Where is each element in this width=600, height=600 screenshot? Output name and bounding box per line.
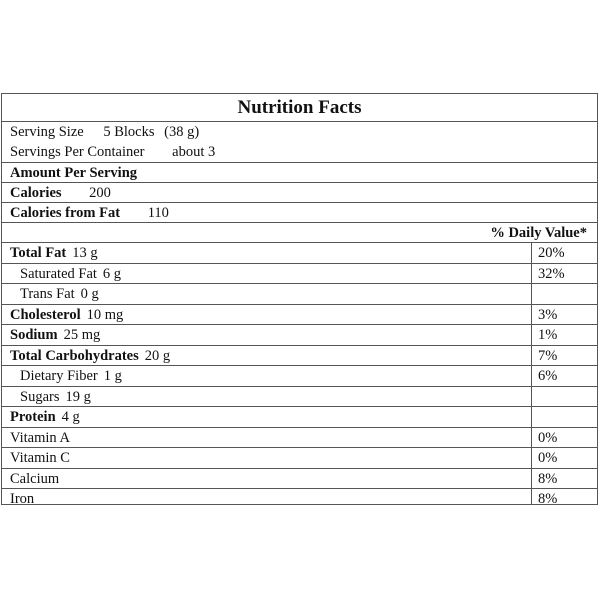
nutrient-daily-value bbox=[532, 284, 597, 304]
nutrient-daily-value: 7% bbox=[538, 348, 558, 364]
nutrient-daily-value: 0% bbox=[538, 450, 558, 466]
calories-from-fat-value: 110 bbox=[147, 205, 169, 221]
serving-size-label: Serving Size bbox=[10, 124, 84, 140]
nutrient-name: Protein bbox=[10, 409, 56, 425]
nutrient-name: Total Carbohydrates bbox=[10, 348, 139, 364]
nutrient-label-cell bbox=[2, 346, 532, 365]
nutrient-name: Cholesterol bbox=[10, 307, 81, 323]
nutrient-name: Dietary Fiber bbox=[20, 368, 98, 384]
nutrient-row bbox=[2, 469, 597, 489]
nutrient-amount: 0 g bbox=[80, 286, 99, 302]
nutrient-amount: 19 g bbox=[65, 389, 91, 405]
nutrient-name: Sugars bbox=[20, 389, 60, 405]
calories-from-fat-label: Calories from Fat bbox=[10, 205, 121, 221]
nutrient-name: Iron bbox=[10, 491, 35, 507]
calories-row bbox=[2, 183, 597, 203]
nutrient-row bbox=[2, 243, 597, 264]
nutrient-name: Vitamin C bbox=[10, 450, 70, 466]
nutrient-label-cell bbox=[2, 305, 532, 324]
calories-label: Calories bbox=[10, 185, 62, 201]
nutrient-name: Sodium bbox=[10, 327, 58, 343]
nutrient-label-cell bbox=[2, 407, 532, 427]
nutrient-row bbox=[2, 325, 597, 346]
nutrient-amount: 25 mg bbox=[63, 327, 101, 343]
nutrient-label-cell bbox=[2, 284, 532, 304]
nutrient-label-cell bbox=[2, 489, 532, 505]
nutrient-daily-value bbox=[532, 387, 597, 406]
nutrient-row bbox=[2, 346, 597, 366]
serving-size-value: 5 Blocks bbox=[103, 124, 155, 140]
nutrient-row bbox=[2, 428, 597, 448]
nutrition-facts-label bbox=[1, 93, 598, 505]
nutrient-row bbox=[2, 489, 597, 505]
nutrient-daily-value: 0% bbox=[538, 430, 558, 446]
servings-per-container-label: Servings Per Container bbox=[10, 144, 145, 160]
nutrient-amount: 4 g bbox=[61, 409, 80, 425]
nutrient-daily-value: 3% bbox=[538, 307, 558, 323]
nutrient-amount: 13 g bbox=[72, 245, 98, 261]
nutrient-amount: 6 g bbox=[102, 266, 122, 282]
nutrient-daily-value: 1% bbox=[538, 327, 558, 343]
nutrient-name: Total Fat bbox=[10, 245, 67, 261]
nutrient-label-cell bbox=[2, 428, 532, 447]
calories-value: 200 bbox=[89, 185, 111, 201]
label-title: Nutrition Facts bbox=[2, 94, 597, 122]
nutrient-daily-value bbox=[532, 407, 597, 427]
servings-per-container-value: about 3 bbox=[172, 144, 216, 160]
nutrient-daily-value: 8% bbox=[538, 471, 558, 487]
nutrient-daily-value: 8% bbox=[538, 491, 558, 507]
nutrient-name: Trans Fat bbox=[20, 286, 75, 302]
nutrient-label-cell bbox=[2, 264, 532, 283]
nutrient-row bbox=[2, 264, 597, 284]
nutrient-label-cell bbox=[2, 469, 532, 488]
nutrient-row bbox=[2, 366, 597, 387]
nutrient-amount: 10 mg bbox=[86, 307, 124, 323]
daily-value-header: % Daily Value* bbox=[2, 223, 597, 243]
calories-from-fat-row bbox=[2, 203, 597, 223]
nutrient-row bbox=[2, 407, 597, 428]
nutrient-amount: 20 g bbox=[144, 348, 171, 364]
servings-per-container-row bbox=[2, 142, 597, 163]
nutrient-daily-value: 32% bbox=[538, 266, 565, 282]
serving-size-grams: (38 g) bbox=[164, 124, 200, 140]
nutrient-name: Calcium bbox=[10, 471, 60, 487]
nutrient-row bbox=[2, 305, 597, 325]
nutrient-label-cell bbox=[2, 243, 532, 263]
nutrient-daily-value: 20% bbox=[538, 245, 565, 261]
nutrient-daily-value: 6% bbox=[538, 368, 558, 384]
nutrient-label-cell bbox=[2, 387, 532, 406]
nutrient-label-cell bbox=[2, 448, 532, 468]
nutrient-row bbox=[2, 284, 597, 305]
nutrient-amount: 1 g bbox=[103, 368, 122, 384]
serving-size-row bbox=[2, 122, 597, 142]
nutrient-name: Vitamin A bbox=[10, 430, 70, 446]
nutrient-name: Saturated Fat bbox=[20, 266, 97, 282]
nutrient-row bbox=[2, 387, 597, 407]
nutrient-row bbox=[2, 448, 597, 469]
nutrient-label-cell bbox=[2, 325, 532, 345]
nutrient-label-cell bbox=[2, 366, 532, 386]
amount-per-serving-row: Amount Per Serving bbox=[2, 163, 597, 183]
